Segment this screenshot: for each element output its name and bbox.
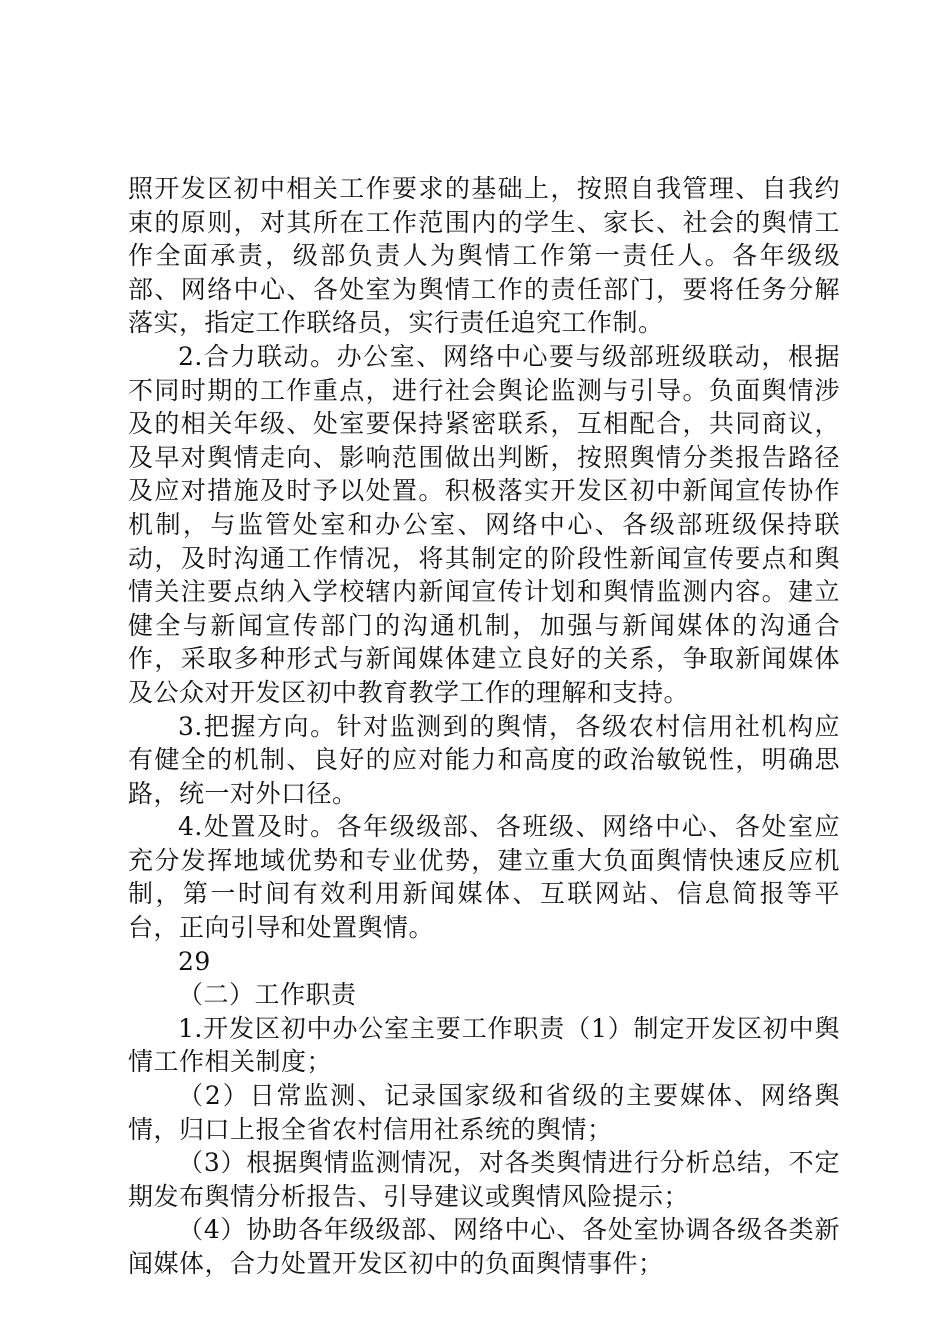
paragraph-grasp-direction: 3.把握方向。针对监测到的舆情，各级农村信用社机构应有健全的机制、良好的应对能力和高度的政治敏锐性，明确思路，统一对外口径。 — [128, 711, 840, 808]
paragraph-duty-2: （2）日常监测、记录国家级和省级的主要媒体、网络舆情，归口上报全省农村信用社系统的舆情； — [128, 1081, 840, 1144]
section-heading: （二）工作职责 — [178, 980, 357, 1010]
paragraph-continued: 照开发区初中相关工作要求的基础上，按照自我管理、自我约束的原则，对其所在工作范围内的学生、家长、社会的舆情工作全面承责，级部负责人为舆情工作第一责任人。各年级级部、网络中心、各处室为舆情工作的责任部门，要将任务分解落实，指定工作联络员，实行责任追究工作制。 — [128, 174, 840, 338]
document-body — [128, 172, 840, 1281]
paragraph-timely-handling: 4.处置及时。各年级级部、各班级、网络中心、各处室应充分发挥地域优势和专业优势，建立重大负面舆情快速反应机制，第一时间有效利用新闻媒体、互联网站、信息简报等平台，正向引导和处置舆情。 — [128, 812, 840, 943]
paragraph-office-duties: 1.开发区初中办公室主要工作职责（1）制定开发区初中舆情工作相关制度； — [128, 1013, 840, 1077]
paragraph-joint-linkage: 2.合力联动。办公室、网络中心要与级部班级联动，根据不同时期的工作重点，进行社会舆论监测与引导。负面舆情涉及的相关年级、处室要保持紧密联系，互相配合，共同商议，及早对舆情走向、影响范围做出判断，按照舆情分类报告路径及应对措施及时予以处置。积极落实开发区初中新闻宣传协作机制，与监管处室和办公室、网络中心、各级部班级保持联动，及时沟通工作情况，将其制定的阶段性新闻宣传要点和舆情关注要点纳入学校辖内新闻宣传计划和舆情监测内容。建立健全与新闻宣传部门的沟通机制，加强与新闻媒体的沟通合作，采取多种形式与新闻媒体建立良好的关系，争取新闻媒体及公众对开发区初中教育教学工作的理解和支持。 — [128, 341, 840, 707]
paragraph-duty-3: （3）根据舆情监测情况，对各类舆情进行分析总结，不定期发布舆情分析报告、引导建议或舆情风险提示； — [128, 1148, 840, 1211]
paragraph-duty-4: （4）协助各年级级部、网络中心、各处室协调各级各类新闻媒体，合力处置开发区初中的负面舆情事件； — [128, 1215, 840, 1278]
page-number-text: 29 — [178, 946, 211, 976]
